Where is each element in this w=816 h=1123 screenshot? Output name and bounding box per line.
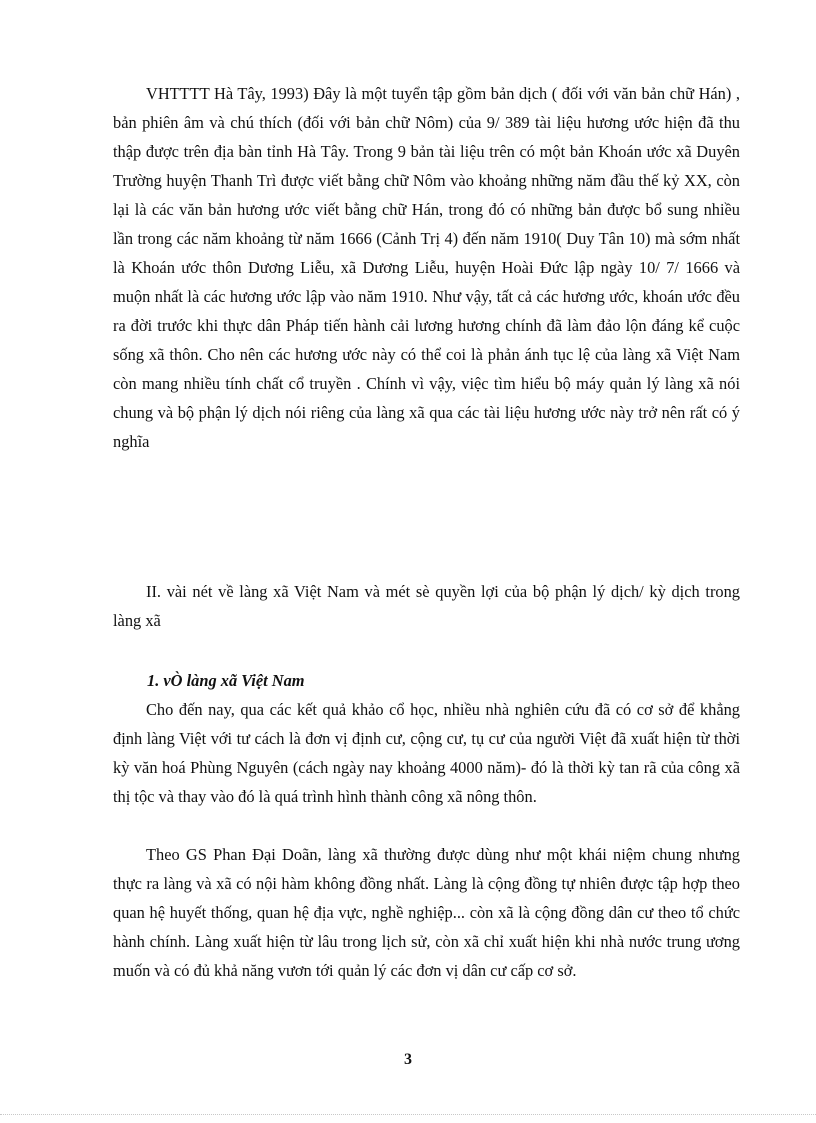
page-number: 3 bbox=[404, 1051, 412, 1068]
page-bottom-divider bbox=[0, 1114, 816, 1115]
subsection-heading: 1. vÒ làng xã Việt Nam bbox=[147, 671, 305, 690]
intro-paragraph: VHTTTT Hà Tây, 1993) Đây là một tuyển tập gồm bản dịch ( đối với văn bản chữ Hán) , bản phiên âm và chú thích (đối với bản chữ Nôm) của 9/ 389 tài liệu hương ước hiện đã thu thập được trên địa bàn tỉnh Hà Tây. Trong 9 bản tài liệu trên có một bản Khoán ước xã Duyên Trường huyện Thanh Trì được viết bằng chữ Nôm vào khoảng những năm đầu thế kỷ XX, còn lại là các văn bản hương ước viết bằng chữ Hán, trong đó có những bản được bổ sung nhiều lần trong các năm khoảng từ năm 1666 (Cảnh Trị 4) đến năm 1910( Duy Tân 10) mà sớm nhất là Khoán ước thôn Dương Liễu, xã Dương Liễu, huyện Hoài Đức lập ngày 10/ 7/ 1666 và muộn nhất là các hương ước lập vào năm 1910. Như vậy, tất cả các hương ước, khoán ước đều ra đời trước khi thực dân Pháp tiến hành cải lương hương chính đã làm đảo lộn đáng kể cuộc sống xã thôn. Cho nên các hương ước này có thể coi là phản ánh tục lệ của làng xã Việt Nam còn mang nhiều tính chất cổ truyền . Chính vì vậy, việc tìm hiểu bộ máy quản lý làng xã nói chung và bộ phận lý dịch nói riêng của làng xã qua các tài liệu hương ước này trở nên rất có ý nghĩa bbox=[113, 84, 740, 451]
section-heading: II. vài nét về làng xã Việt Nam và mét sè quyền lợi của bộ phận lý dịch/ kỳ dịch trong làng xã bbox=[113, 582, 740, 630]
body-paragraph-2: Theo GS Phan Đại Doãn, làng xã thường được dùng như một khái niệm chung nhưng thực ra làng và xã có nội hàm không đồng nhất. Làng là cộng đồng tự nhiên được tập hợp theo quan hệ huyết thống, quan hệ địa vực, nghề nghiệp... còn xã là cộng đồng dân cư theo tổ chức hành chính. Làng xuất hiện từ lâu trong lịch sử, còn xã chỉ xuất hiện khi nhà nước trung ương muốn và có đủ khả năng vươn tới quản lý các đơn vị dân cư cấp cơ sở. bbox=[113, 845, 740, 980]
body-paragraph-1: Cho đến nay, qua các kết quả khảo cổ học, nhiều nhà nghiên cứu đã có cơ sở để khẳng định làng Việt với tư cách là đơn vị định cư, cộng cư, tụ cư của người Việt đã xuất hiện từ thời kỳ văn hoá Phùng Nguyên (cách ngày nay khoảng 4000 năm)- đó là thời kỳ tan rã của công xã thị tộc và thay vào đó là quá trình hình thành công xã nông thôn. bbox=[113, 700, 740, 806]
